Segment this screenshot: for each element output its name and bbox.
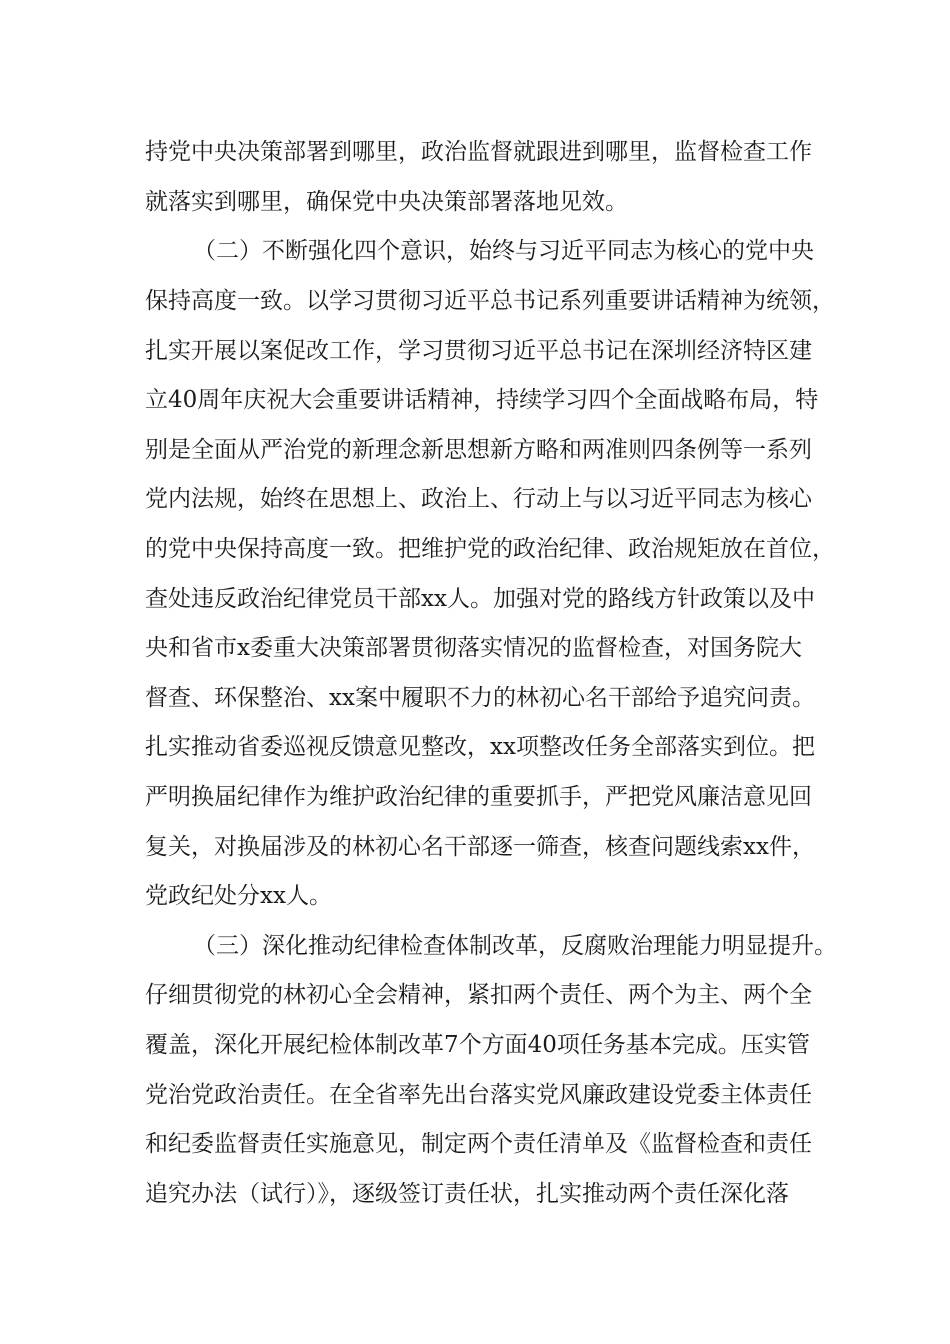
- text-line: 的党中央保持高度一致。把维护党的政治纪律、政治规矩放在首位，: [145, 536, 835, 562]
- text-line: 央和省市x委重大决策部署贯彻落实情况的监督检查，对国务院大: [145, 635, 802, 661]
- text-line: 持党中央决策部署到哪里，政治监督就跟进到哪里，监督检查工作: [145, 139, 812, 165]
- text-line: 仔细贯彻党的林初心全会精神，紧扣两个责任、两个为主、两个全: [145, 982, 812, 1008]
- text-line: 立40周年庆祝大会重要讲话精神，持续学习四个全面战略布局，特: [145, 387, 819, 413]
- text-line: 查处违反政治纪律党员干部xx人。加强对党的路线方针政策以及中: [145, 586, 815, 612]
- text-line: 严明换届纪律作为维护政治纪律的重要抓手，严把党风廉洁意见回: [145, 784, 812, 810]
- text-line: 覆盖，深化开展纪检体制改革7个方面40项任务基本完成。压实管: [145, 1032, 810, 1058]
- text-line: 追究办法（试行）》，逐级签订责任状，扎实推动两个责任深化落: [145, 1181, 789, 1207]
- text-line: 保持高度一致。以学习贯彻习近平总书记系列重要讲话精神为统领，: [145, 288, 835, 314]
- text-line: 党内法规，始终在思想上、政治上、行动上与以习近平同志为核心: [145, 486, 812, 512]
- text-line: 和纪委监督责任实施意见，制定两个责任清单及《监督检查和责任: [145, 1131, 812, 1157]
- text-line: 扎实推动省委巡视反馈意见整改，xx项整改任务全部落实到位。把: [145, 734, 815, 760]
- text-line: 就落实到哪里，确保党中央决策部署落地见效。: [145, 189, 628, 215]
- text-line: 党政纪处分xx人。: [145, 883, 332, 909]
- text-line: 别是全面从严治党的新理念新思想新方略和两准则四条例等一系列: [145, 437, 812, 463]
- text-line: 督查、环保整治、xx案中履职不力的林初心名干部给予追究问责。: [145, 685, 815, 711]
- section-heading-2: （二）不断强化四个意识，始终与习近平同志为核心的党中央: [193, 238, 814, 264]
- text-line: 扎实开展以案促改工作，学习贯彻习近平总书记在深圳经济特区建: [145, 338, 812, 364]
- text-line: 复关，对换届涉及的林初心名干部逐一筛查，核查问题线索xx件，: [145, 834, 815, 860]
- section-heading-3: （三）深化推动纪律检查体制改革，反腐败治理能力明显提升。: [193, 933, 837, 959]
- text-line: 党治党政治责任。在全省率先出台落实党风廉政建设党委主体责任: [145, 1082, 812, 1108]
